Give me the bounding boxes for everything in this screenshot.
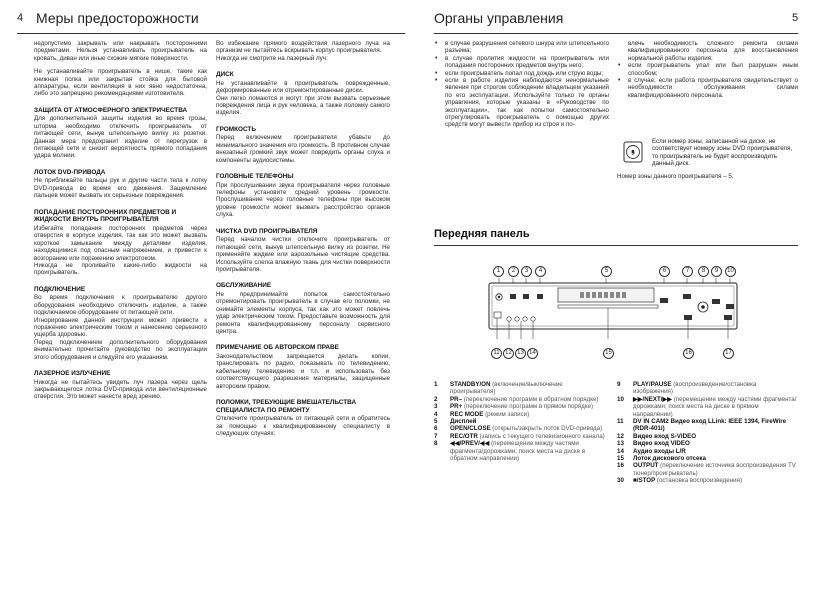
- legend-label: OUTPUT: [633, 462, 659, 470]
- bullet-list: [434, 40, 609, 129]
- section-heading: ЛАЗЕРНОЕ ИЗЛУЧЕНИЕ: [34, 369, 111, 377]
- legend-text: [450, 381, 608, 396]
- legend-number: 8: [434, 440, 438, 448]
- legend-label: Видео вход VIDEO: [633, 440, 690, 448]
- legend-right: [617, 381, 798, 485]
- legend-item: [434, 396, 608, 403]
- legend-description: (остановка воспроизведения): [655, 477, 743, 485]
- legend-text: [633, 455, 798, 462]
- legend-label: OPEN/CLOSE: [450, 425, 491, 433]
- callout-13: 13: [515, 348, 526, 359]
- legend-text: [633, 448, 798, 455]
- left-page-title: Меры предосторожности: [36, 10, 199, 26]
- legend-item: [434, 381, 608, 396]
- section-heading: ПРИМЕЧАНИЕ ОБ АВТОРСКОМ ПРАВЕ: [216, 344, 339, 352]
- callout-2: 2: [508, 266, 519, 277]
- legend-item: [617, 433, 798, 440]
- legend-left: [434, 381, 608, 462]
- legend-number: 9: [617, 381, 621, 388]
- legend-number: 6: [434, 425, 438, 433]
- legend-description: (перемещение между частями фрагмента/дорожками; поиск места на диске в обратном направлении): [450, 440, 586, 463]
- paragraph: Они легко ломаются и могут при этом вызвать серьезные повреждения лица и рук человека, а также поломку самого изделия.: [216, 94, 390, 117]
- legend-label: Аудио входы L/R: [633, 447, 686, 455]
- paragraph: Никогда не смотрите на лазерный луч.: [216, 54, 328, 62]
- paragraph: недопустимо закрывать или накрывать посторонними предметами. Нельзя устанавливать проигрыватель на кровать, диван или иные схожие мягкие поверхности.: [34, 40, 207, 62]
- callout-6: 6: [659, 266, 670, 277]
- right-page-title: Органы управления: [434, 10, 564, 26]
- paragraph: Перед включением проигрывателя убавьте до минимального значения его громкость. В противном случае внезапный громкий звук может повредить органы слуха и компоненты аудиосистемы.: [216, 134, 390, 164]
- legend-text: [450, 396, 608, 403]
- legend-text: [633, 381, 798, 396]
- front-panel-title: Передняя панель: [434, 228, 530, 240]
- legend-number: 12: [617, 432, 624, 440]
- region-note: Если номер зоны, записанной на диске, не соответствует номеру зоны DVD проигрывателя, то проигрыватель не будет воспроизводить данный диск.: [652, 138, 793, 168]
- right-page-number: 5: [792, 12, 799, 24]
- legend-label: PR–: [450, 395, 463, 403]
- region-zone-text: Номер зоны данного проигрывателя – 5.: [617, 173, 734, 180]
- column-2: [216, 40, 390, 443]
- list-item: • если проигрыватель упал или был разрушен иным способом;: [617, 62, 798, 77]
- legend-description: (переключение программ в прямом порядке): [462, 403, 594, 411]
- paragraph: Перед подключением дополнительного оборудования внимательно прочитайте руководство по эксплуатации этого оборудования и следуйте его указаниям.: [34, 338, 207, 361]
- legend-item: [617, 381, 798, 396]
- legend-description: (включение/выключение проигрывателя): [450, 381, 563, 396]
- legend-label: REC MODE: [450, 410, 484, 418]
- section-heading: ОБСЛУЖИВАНИЕ: [216, 282, 272, 290]
- legend-description: (перемещение между частями фрагмента/дорожками; поиск места на диске в прямом направлении): [633, 395, 797, 418]
- header-rule-left: [17, 33, 405, 34]
- section-heading: ПОПАДАНИЕ ПОСТОРОННИХ ПРЕДМЕТОВ И ЖИДКОСТИ ВНУТРЬ ПРОИГРЫВАТЕЛЯ: [34, 208, 177, 224]
- header-rule-right: [434, 33, 798, 34]
- legend-label: Видео вход S-VIDEO: [633, 432, 697, 440]
- legend-text: [450, 418, 608, 425]
- callout-1: 1: [493, 266, 504, 277]
- paragraph: Не приближайте пальцы рук и другие части тела к лотку DVD-привода во время его движения. Защемление пальцев может вызвать их серьезные повреждения.: [34, 177, 207, 200]
- paragraph: При прослушивании звука проигрывателя через головные телефоны установите средний уровень громкости. Прослушивание через головные телефоны при высоком уровне громкости может вызвать расстройство органов слуха.: [216, 181, 390, 219]
- legend-item: [434, 425, 608, 432]
- list-item: • в случае пролития жидкости на проигрыватель или попадания посторонних предметов внутрь него;: [434, 55, 609, 70]
- legend-item: [434, 440, 608, 462]
- legend-item: [617, 418, 798, 433]
- callout-10: 10: [725, 266, 736, 277]
- paragraph: Никогда не проливайте какие-либо жидкости на проигрыватель.: [34, 261, 207, 277]
- svg-text:5: 5: [631, 149, 635, 157]
- callout-11: 11: [491, 348, 502, 359]
- list-item: • в случае, если работа проигрывателя свидетельствует о необходимости обслуживания силами квалифицированного персонала.: [617, 77, 798, 99]
- legend-item: [617, 440, 798, 447]
- paragraph: Не предпринимайте попыток самостоятельно отремонтировать проигрыватель в случае его поломки, не снимайте элементы корпуса, так как это может повлечь удар электрическим током. Предоставьте возможность для ремонта квалифицированному персоналу сервисного центра.: [216, 290, 390, 335]
- legend-number: 11: [617, 418, 624, 426]
- legend-number: 3: [434, 403, 438, 411]
- legend-number: 7: [434, 432, 438, 440]
- legend-label: STANDBY/ON: [450, 381, 491, 388]
- legend-label: PR+: [450, 403, 463, 411]
- paragraph: Не устанавливайте в проигрыватель поврежденные, деформированные или отремонтированные диски.: [216, 79, 390, 95]
- paragraph: Не устанавливайте проигрыватель в нише, такие как книжная полка или закрытая стойка для бытовой аппаратуры, если вентиляция в них явно недостаточна, либо это запрещено рекомендациями изготовителя.: [34, 68, 207, 98]
- list-item: • если проигрыватель попал под дождь или струю воды;: [434, 70, 609, 77]
- legend-label: REC/OTR: [450, 432, 478, 440]
- paragraph: Во время подключения к проигрывателю другого оборудования необходимо отключить изделие, а также подключаемое оборудование от питающей сети.: [34, 294, 207, 317]
- legend-text: [633, 462, 798, 477]
- legend-item: [617, 448, 798, 455]
- legend-number: 5: [434, 418, 438, 426]
- section-heading: ЧИСТКА DVD ПРОИГРЫВАТЕЛЯ: [216, 227, 318, 235]
- legend-text: [450, 403, 608, 410]
- legend-number: 2: [434, 395, 438, 403]
- legend-text: [450, 440, 608, 462]
- column-3: [434, 40, 609, 129]
- callout-16: 16: [683, 348, 694, 359]
- section-heading: ГРОМКОСТЬ: [216, 125, 256, 133]
- callout-5: 5: [601, 266, 612, 277]
- paragraph: Избегайте попадания посторонних предметов через отверстия в корпусе изделия, так как это может вызвать короткое замыкание между деталями изделия, находящимися под опасным напряжением, и привести к возгоранию или поражению электротоком.: [34, 224, 207, 262]
- paragraph: Никогда не пытайтесь увидеть луч лазера через щель закрывающегося лотка DVD-привода или вентиляционные отверстия. Это может нанести вред зрению.: [34, 378, 207, 401]
- section-rule: [434, 245, 798, 246]
- callout-17: 17: [723, 348, 734, 359]
- legend-number: 10: [617, 395, 624, 403]
- section-heading: ЗАЩИТА ОТ АТМОСФЕРНОГО ЭЛЕКТРИЧЕСТВА: [34, 106, 188, 114]
- list-item: • если в работе изделия наблюдаются ненормальные явления при строгом соблюдении владельцем указаний по его эксплуатации. Используйте только те органы управления, которые указаны в «Руководстве по эксплуатации», так как попытки самостоятельно отрегулировать проигрыватель с помощью других средств могут вывести прибор из строя и по-: [434, 77, 609, 129]
- legend-description: (режим записи): [483, 410, 530, 418]
- list-item: • в случае разрушения сетевого шнура или штепсельного разъема;: [434, 40, 609, 55]
- bullet-list: [617, 62, 798, 99]
- dvd-region-icon: [623, 141, 643, 163]
- section-heading: ЛОТОК DVD-ПРИВОДА: [34, 168, 106, 176]
- section-heading: ГОЛОВНЫЕ ТЕЛЕФОНЫ: [216, 173, 294, 181]
- legend-text: [450, 411, 608, 418]
- legend-label: PLAY/PAUSE: [633, 381, 672, 388]
- legend-text: [633, 418, 798, 433]
- legend-item: [434, 403, 608, 410]
- legend-label: ▶▶/NEXT/▶▶: [633, 395, 672, 403]
- column-1: [34, 40, 207, 407]
- legend-number: 16: [617, 462, 624, 470]
- section-heading: ДИСК: [216, 71, 234, 79]
- paragraph: Для дополнительной защиты изделия во время грозы, шторма необходимо отключить проигрыватель от питающей сети, вынув штепсельную вилку из розетки. Данная мера предохранит изделие от перегрузок в питающей сети и снизит вероятность прямого попадания удара молнии.: [34, 115, 207, 160]
- callout-14: 14: [527, 348, 538, 359]
- legend-text: [450, 433, 608, 440]
- legend-label: ■/STOP: [633, 477, 656, 485]
- legend-label: DV IN CAM2 Видео вход LLink: IEEE 1394, FireWire (RDR-401i): [633, 418, 787, 433]
- legend-number: 30: [617, 477, 624, 485]
- callout-12: 12: [503, 348, 514, 359]
- legend-text: [633, 433, 798, 440]
- paragraph: влечь необходимость сложного ремонта силами квалифицированного персонала для восстановления нормальной работы изделия;: [628, 40, 798, 62]
- legend-item: [434, 418, 608, 425]
- section-heading: ПОЛОМКИ, ТРЕБУЮЩИЕ ВМЕШАТЕЛЬСТВА СПЕЦИАЛИСТА ПО РЕМОНТУ: [216, 398, 357, 414]
- legend-number: 14: [617, 447, 624, 455]
- column-4: [617, 40, 798, 99]
- callout-4: 4: [535, 266, 546, 277]
- legend-item: [617, 462, 798, 477]
- legend-item: [617, 477, 798, 484]
- callout-3: 3: [521, 266, 532, 277]
- legend-item: [434, 411, 608, 418]
- callout-9: 9: [711, 266, 722, 277]
- legend-item: [617, 396, 798, 418]
- legend-item: [434, 433, 608, 440]
- callout-7: 7: [682, 266, 693, 277]
- section-heading: ПОДКЛЮЧЕНИЕ: [34, 285, 86, 293]
- legend-description: (запись с текущего телевизионного канала): [477, 432, 605, 440]
- legend-text: [450, 425, 608, 432]
- paragraph: Перед началом чистки отключите проигрыватель от питающей сети, вынув штепсельную вилку из розетки. Не применяйте жидкие или аэрозольные чистящие средства. Используйте слегка влажную ткань для чистки поверхности проигрывателя.: [216, 236, 390, 273]
- paragraph: Отключите проигрыватель от питающей сети и обратитесь за помощью к квалифицированному специалисту в следующих случаях:: [216, 415, 390, 437]
- legend-label: Лоток дискового отсека: [633, 455, 706, 463]
- paragraph: Во избежание прямого воздействия лазерного луча на организм не пытайтесь вскрывать корпус проигрывателя.: [216, 40, 390, 55]
- dvd-recorder-front-panel: [488, 277, 738, 339]
- legend-description: (переключение программ в обратном порядке): [462, 395, 599, 403]
- legend-number: 13: [617, 440, 624, 448]
- legend-number: 1: [434, 381, 438, 388]
- legend-number: 4: [434, 410, 438, 418]
- legend-number: 15: [617, 455, 624, 463]
- legend-text: [633, 477, 798, 484]
- legend-item: [617, 455, 798, 462]
- callout-15: 15: [603, 348, 614, 359]
- legend-text: [633, 396, 798, 418]
- legend-text: [633, 440, 798, 447]
- paragraph: Законодательством запрещается делать копии, транслировать по радио, показывать по телевидению, кабельному телевидению и т.п. и использовать без соответствующего разрешения материалы, защищенные авторским правом.: [216, 352, 390, 390]
- paragraph: Игнорирование данной инструкции может привести к поражению электрическим током и нанесению серьезного ущерба здоровью.: [34, 316, 207, 339]
- left-page-number: 4: [17, 12, 24, 24]
- legend-description: (открыть/закрыть лоток DVD-привода): [490, 425, 603, 433]
- legend-description: (воспроизведение/остановка изображения): [633, 381, 757, 396]
- callout-8: 8: [698, 266, 709, 277]
- legend-label: Дисплей: [450, 418, 477, 426]
- legend-label: ◀◀/PREV/◀◀: [450, 440, 490, 448]
- legend-description: (переключение источника воспроизведения TV тюнер/проигрыватель): [633, 462, 796, 477]
